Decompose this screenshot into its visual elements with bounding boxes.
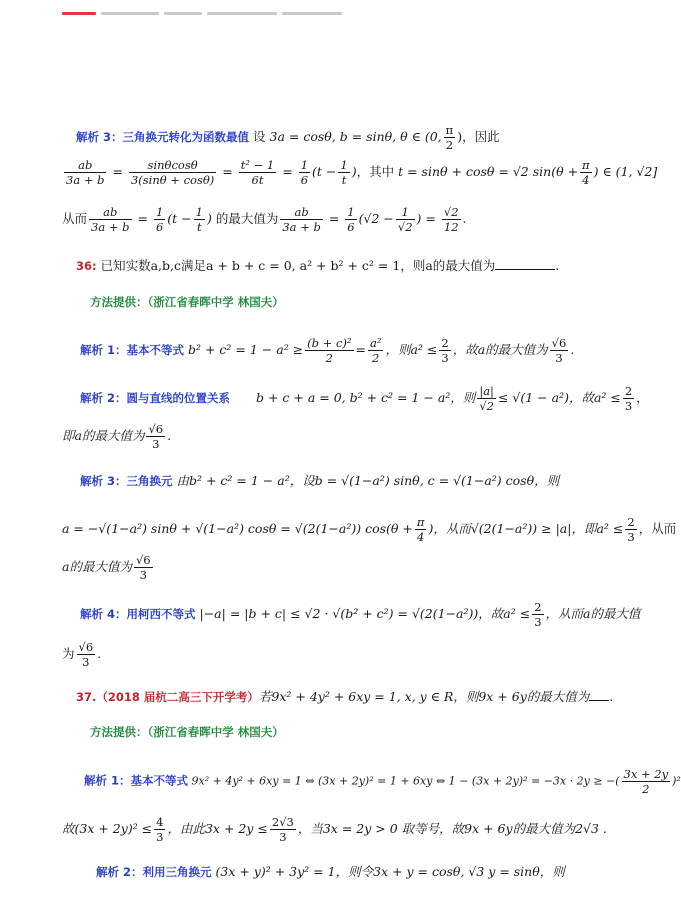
fraction: $\frac{2}{3}$ — [627, 515, 635, 544]
fraction: $\frac{2√3}{3}$ — [271, 815, 294, 844]
method-label: 方法提供：（浙江省春晖中学 林国夫） — [90, 295, 284, 309]
q36-s1: 解析 1：基本不等式 b² + c² = 1 − a² ≥ $\frac{\text{(b + c)²}}{2}$ = $\frac{\text{a²}}{2}$ ，则a² ≤ $\frac{2}{3}$ ，故a的最大值为 $\frac{√6}{3}$ . — [80, 336, 575, 365]
fraction: $\frac{2}{3}$ — [624, 384, 633, 413]
method-label: 方法提供：（浙江省春晖中学 林国夫） — [90, 725, 284, 739]
q36-stem: 36: 已知实数a,b,c满足a + b + c = 0, a² + b² + c² = 1，则a的最大值为 . — [76, 258, 560, 273]
fraction: $\frac{\text{a²}}{2}$ — [369, 336, 382, 365]
fraction: $\frac{1}{√2}$ — [397, 205, 413, 234]
q36-s4: 解析 4：用柯西不等式 |−a| = |b + c| ≤ √2 · √(b² + c²) = √(2(1−a²))，故a² ≤ $\frac{2}{3}$ ，从而a的最大值 — [80, 600, 641, 629]
solution-label: 解析 1：基本不等式 — [84, 773, 189, 788]
fraction: $\frac{1}{t}$ — [340, 158, 348, 187]
fraction: $\frac{\text{t² − 1}}{6t}$ — [240, 158, 275, 187]
solution-label: 解析 3：三角换元转化为函数最值 — [76, 130, 250, 144]
answer-blank — [589, 688, 609, 701]
q36-s2-line2: 即a的最大值为 $\frac{√6}{3}$ . — [62, 422, 172, 451]
solution-label: 解析 2：圆与直线的位置关系 — [80, 391, 231, 405]
fraction: $\frac{3x + 2y}{2}$ — [623, 767, 669, 796]
fraction: $\frac{√6}{3}$ — [78, 640, 94, 669]
fraction: $\frac{\text{(b + c)²}}{2}$ — [307, 336, 352, 365]
q37-s2: 解析 2：利用三角换元 (3x + y)² + 3y² = 1，则令3x + y = cosθ, √3 y = sinθ，则 — [96, 864, 565, 879]
fraction: $\frac{1}{6}$ — [155, 205, 164, 234]
formula: 3a = cosθ, b = sinθ, θ ∈ (0, — [269, 129, 442, 144]
q37-s1: 解析 1：基本不等式 9x² + 4y² + 6xy = 1 ⇔ (3x + 2y)² = 1 + 6xy ⇔ 1 − (3x + 2y)² = −3x · 2y ≥ −( $\frac{3x + 2y}{2}$ )² — [84, 767, 681, 796]
solution-label: 解析 4：用柯西不等式 — [80, 607, 196, 621]
question-text: 已知实数a,b,c满足a + b + c = 0, a² + b² + c² = 1，则a的最大值为 — [100, 258, 496, 273]
question-text: 若9x² + 4y² + 6xy = 1, x, y ∈ R，则9x + 6y的最大值为 — [258, 689, 590, 704]
fraction: $\frac{\pi}{2}$ — [445, 123, 454, 152]
fraction: $\frac{2}{3}$ — [441, 336, 449, 365]
solution-label: 解析 1：基本不等式 — [80, 343, 185, 357]
fraction: $\frac{|a|}{√2}$ — [479, 384, 494, 413]
header-mark — [282, 12, 342, 15]
q36-method — [90, 292, 284, 312]
q36-s3-line2: a = −√(1−a²) sinθ + √(1−a²) cosθ = √(2(1−a²)) cos(θ + $\frac{\pi}{4}$ )，从而√(2(1−a²)) ≥ |a|，即a² ≤ $\frac{2}{3}$ ，从而 — [62, 515, 677, 544]
fraction: $\frac{1}{6}$ — [300, 158, 309, 187]
fraction: $\frac{√6}{3}$ — [551, 336, 567, 365]
q37-stem: 37.（2018 届杭二高三下开学考）若9x² + 4y² + 6xy = 1, x, y ∈ R，则9x + 6y的最大值为 . — [76, 689, 614, 704]
q36-s3-line3: a的最大值为 $\frac{√6}{3}$ — [62, 553, 151, 582]
header-mark — [207, 12, 277, 15]
fraction: $\frac{4}{3}$ — [156, 815, 164, 844]
question-label: 37.（2018 届杭二高三下开学考） — [76, 690, 259, 704]
fraction: $\frac{1}{t}$ — [195, 205, 203, 234]
header-mark-red — [62, 12, 96, 15]
header-strip — [62, 0, 362, 6]
fraction: $\frac{\pi}{4}$ — [416, 515, 425, 544]
fraction: $\frac{ab}{3a + b}$ — [91, 205, 130, 234]
text: 设 — [253, 129, 266, 144]
question-number: 36: — [76, 259, 97, 273]
fraction: $\frac{√6}{3}$ — [148, 422, 164, 451]
q35-s3-line3: 从而 $\frac{ab}{3a + b}$ = $\frac{1}{6}$ (t − $\frac{1}{t}$ ) 的最大值为 $\frac{ab}{3a + b}$ = $\frac{1}{6}$ (√2 − $\frac{1}{√2}$ ) = $\frac{√2}{12}$ . — [62, 205, 467, 234]
fraction: $\frac{2}{3}$ — [534, 600, 542, 629]
q37-method — [90, 722, 284, 742]
answer-blank — [495, 257, 555, 270]
fraction: $\frac{√6}{3}$ — [135, 553, 151, 582]
header-mark — [101, 12, 159, 15]
q35-s3-line2: $\frac{ab}{3a + b}$ = $\frac{\sin\theta\cos\theta}{3(\sin\theta + \cos\theta)}$ = $\frac{\text{t² − 1}}{6t}$ = $\frac{1}{6}$ (t − $\frac{1}{t}$ )，其中 t = sinθ + cosθ = √2 sin(θ + $\frac{\pi}{4}$ ) ∈ (1, √2] — [66, 158, 658, 187]
fraction: $\frac{\sin\theta\cos\theta}{3(\sin\theta + \cos\theta)}$ — [130, 158, 215, 187]
fraction: $\frac{ab}{3a + b}$ — [282, 205, 321, 234]
solution-label: 解析 2：利用三角换元 — [96, 865, 212, 879]
header-mark — [164, 12, 202, 15]
q36-s4-line2: 为 $\frac{√6}{3}$ . — [62, 640, 102, 669]
fraction: $\frac{√2}{12}$ — [443, 205, 459, 234]
q36-s2: 解析 2：圆与直线的位置关系 b + c + a = 0, b² + c² = 1 − a²，则 $\frac{|a|}{√2}$ ≤ √(1 − a²)，故a² ≤ $\frac{2}{3}$ ， — [80, 384, 649, 413]
fraction: $\frac{\pi}{4}$ — [582, 158, 590, 187]
fraction: $\frac{1}{6}$ — [347, 205, 355, 234]
q36-s3: 解析 3：三角换元 由b² + c² = 1 − a²，设b = √(1−a²) sinθ, c = √(1−a²) cosθ，则 — [80, 473, 560, 488]
q35-s3-line1 — [76, 123, 500, 152]
q37-s1-line2: 故(3x + 2y)² ≤ $\frac{4}{3}$ ，由此3x + 2y ≤ $\frac{2√3}{3}$ ，当3x = 2y > 0 取等号，故9x + 6y的最大值为2√3 . — [62, 815, 607, 844]
solution-label: 解析 3：三角换元 — [80, 474, 173, 488]
text: )，因此 — [457, 129, 500, 144]
fraction: $\frac{ab}{3a + b}$ — [66, 158, 105, 187]
